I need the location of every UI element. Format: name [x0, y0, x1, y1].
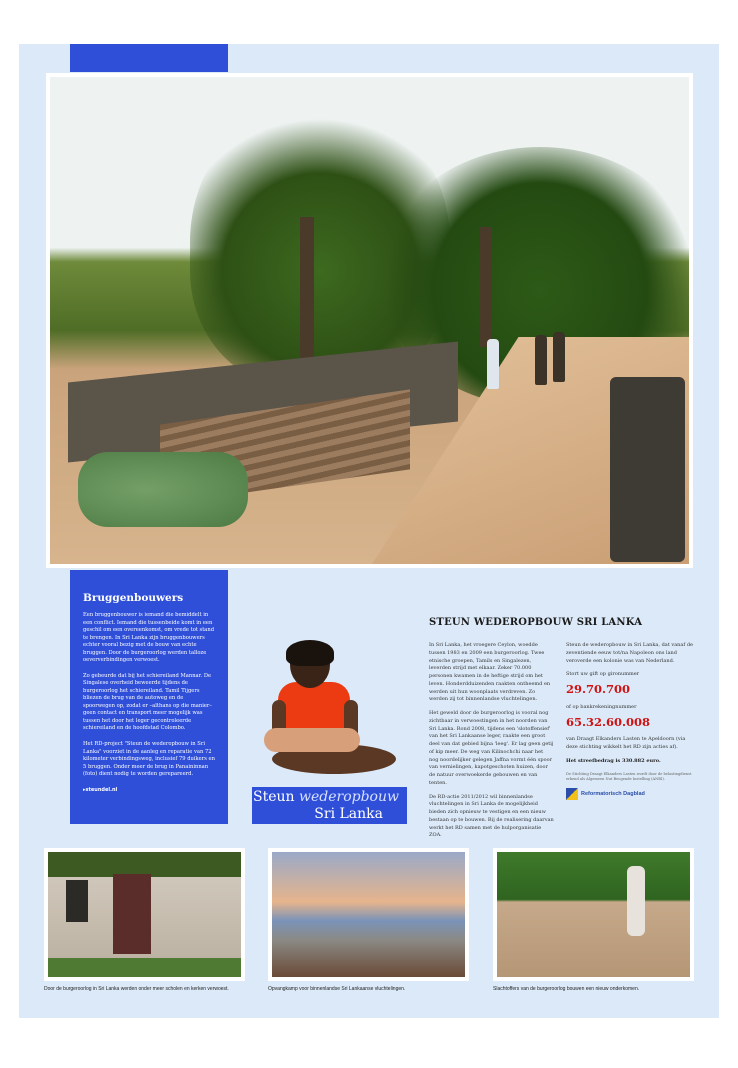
article-paragraph: In Sri Lanka, het vroegere Ceylon, woedde tussen 1983 en 2009 een burgeroorlog. Twee etnische groepen, Tamils en Singalezen, leverden strijd met elkaar. Zeker 70.000 personen kwamen in de heftige strijd om het leven. Honderdduizenden raakten ontheemd en werden uit hun woonplaats verdreven. Zo werden zij tot binnenlandse vluchtelingen. — [429, 642, 551, 703]
panel-paragraph: Een bruggenbouwer is iemand die bemiddelt in een conflict. Iemand die tussenbeide komt in een geschil om een overeenkomst, om vrede tot stand te brengen. In Sri Lanka zijn bruggenbouwers echter vooral bezig met de bouw van echte bruggen. Door de burgeroorlog werden talloze oeververbindingen verwoest. — [83, 612, 215, 664]
boy-hair — [286, 640, 334, 666]
photo-rebuilding — [493, 848, 694, 981]
bruggenbouwers-panel — [70, 570, 228, 824]
anbi-fineprint: De Stichting Draagt Elkanders Lasten wordt door de belastingdienst erkend als Algemeen Nut Beogende Instelling (ANBI). — [566, 771, 692, 782]
article-column-1 — [429, 642, 554, 846]
photo-refugee-camp — [268, 848, 469, 981]
bank-number: 65.32.60.008 — [566, 714, 651, 729]
logo-word-wederopbouw: wederopbouw — [299, 789, 399, 805]
photo-destroyed-school — [44, 848, 245, 981]
panel-paragraph: Het RD-project "Steun de wederopbouw in Sri Lanka" voorziet in de aanleg en reparatie van 72 kilometer verbindingsweg, inclusief 79 duikers en 5 bruggen. Onder meer de brug in Panaininnan (foto) dient nodig te worden gerepareerd. — [83, 740, 215, 778]
article-paragraph: Het geweld door de burgeroorlog is vooral nog zichtbaar in verwoestingen in het noorden van Sri Lanka. Rond 2008, tijdens een 'slotoffensief' van het Sri Lankaanse leger, raakte een groot deel van dat gebied bijna 'leeg'. Er lag geen getij of kip meer. De weg van Kilinochchi naar het nog noordelijker gelegen Jaffna vormt één spoor van vernielingen, kapotgeschoten huizen, door de natuur overwoekerde gebouwen en van tenten. — [429, 710, 554, 786]
person — [487, 339, 499, 389]
giro-label: Stort uw gift op gironummer — [566, 671, 640, 678]
camp-scene — [272, 852, 465, 977]
worker — [627, 866, 645, 936]
rd-brand — [566, 788, 694, 800]
rd-logo-icon — [566, 788, 578, 800]
logo-word-sri-lanka: Sri Lanka — [314, 806, 383, 822]
article-title: STEUN WEDEROPBOUW SRI LANKA — [429, 617, 643, 628]
person — [553, 332, 565, 382]
caption-rebuilding: Slachtoffers van de burgeroorlog bouwen een nieuw onderkomen. — [493, 986, 640, 992]
logo-word-steun: Steun — [253, 789, 295, 805]
bank-label: of op bankrekeningnummer — [566, 703, 637, 710]
person — [535, 335, 547, 385]
tree-trunk — [480, 227, 492, 347]
baby — [264, 728, 360, 752]
panel-paragraph: Zo gebeurde dat bij het schiereiland Mannar. De Singalese overheid beweerde tijdens de burgeroorlog het schiereiland. Tamil Tijgers bliezen de brug van de autoweg en de spoorwegen op, zodat er –althans op die manier– geen contact en transport meer mogelijk was tussen het door het leger gecontroleerde schiereiland en de hoofdstad Colombo. — [83, 672, 213, 732]
caption-camp: Opvangkamp voor binnenlandse Sri Lankaanse vluchtelingen. — [268, 986, 406, 992]
bridge-scene — [50, 77, 689, 564]
giro-number: 29.70.700 — [566, 682, 631, 696]
article-paragraph: De RD-actie 2011/2012 wil binnenlandse vluchtelingen in Sri Lanka de mogelijkheid bieden zich opnieuw te vestigen en een nieuw bestaan op te bouwen. Bij de realisering daarvan werkt het RD samen met de hulporganisatie ZOA. — [429, 793, 554, 839]
photo-boy-with-baby — [258, 640, 403, 790]
target-amount: Het streefbedrag is 330.882 euro. — [566, 757, 661, 764]
panel-title: Bruggenbouwers — [83, 592, 184, 604]
poster-header-tab — [70, 44, 228, 72]
rd-brand-name: Reformatorisch Dagblad — [581, 791, 645, 798]
caption-school: Door de burgeroorlog in Sri Lanka werden onder meer scholen en kerken verwoest. — [44, 986, 229, 992]
tree-trunk — [300, 217, 314, 377]
school-window — [66, 880, 88, 922]
sandbags — [78, 452, 248, 527]
bridge-pillar — [610, 377, 685, 562]
article-column-2 — [566, 642, 694, 800]
school-door — [113, 874, 151, 954]
panel-website-link[interactable]: ▸steundel.nl — [83, 786, 118, 793]
school-scene — [48, 852, 241, 977]
beneficiary-text: van Draagt Elkanders Lasten te Apeldoorn (via deze stichting wikkelt het RD zijn acties af). — [566, 736, 686, 751]
donation-intro: Steun de wederopbouw in Sri Lanka, dat vanaf de zeventiende eeuw tot/na Napoleon ons land veroverde een kolonie was van Nederland. — [566, 642, 693, 664]
main-photo-bridge — [46, 73, 693, 568]
rebuilding-scene — [497, 852, 690, 977]
campaign-logo — [252, 787, 407, 824]
